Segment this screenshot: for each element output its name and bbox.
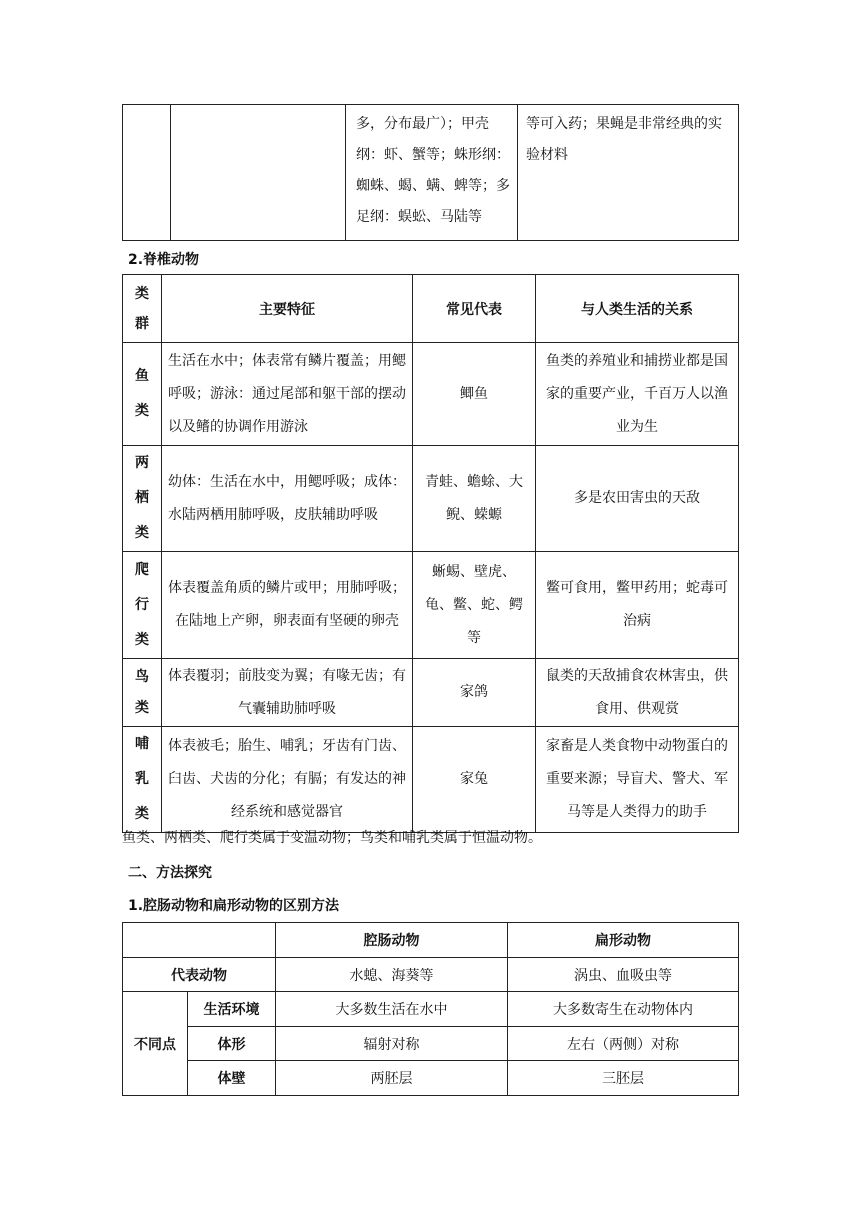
header-cell: 类群 [123, 275, 162, 343]
header-cell: 与人类生活的关系 [536, 275, 739, 343]
features-cell: 体表覆羽；前肢变为翼；有喙无齿；有气囊辅助肺呼吸 [162, 659, 413, 727]
relation-cell: 多是农田害虫的天敌 [536, 446, 739, 552]
invertebrate-table-continuation [122, 104, 739, 241]
section-heading-vertebrates: 2.脊椎动物 [128, 252, 200, 268]
rep-cell: 鲫鱼 [413, 343, 536, 446]
relation-cell: 鼠类的天敌捕食农林害虫，供食用、供观赏 [536, 659, 739, 727]
group-cell: 哺乳类 [123, 727, 162, 833]
table-row [123, 446, 739, 552]
table-cell [346, 105, 518, 241]
rep-cell: 青蛙、蟾蜍、大鲵、蝾螈 [413, 446, 536, 552]
table-cell: 辐射对称 [276, 1027, 508, 1061]
table-row [123, 992, 739, 1027]
features-cell: 幼体：生活在水中，用鳃呼吸；成体：水陆两栖用肺呼吸，皮肤辅助呼吸 [162, 446, 413, 552]
table-cell: 两胚层 [276, 1061, 508, 1096]
features-cell: 体表覆盖角质的鳞片或甲；用肺呼吸；在陆地上产卵，卵表面有坚硬的卵壳 [162, 552, 413, 659]
table-cell: 水螅、海葵等 [276, 958, 508, 992]
features-cell: 生活在水中；体表常有鳞片覆盖；用鳃呼吸；游泳：通过尾部和躯干部的摆动以及鳍的协调作用游泳 [162, 343, 413, 446]
row-label: 体形 [188, 1027, 276, 1061]
table-cell: 大多数生活在水中 [276, 992, 508, 1027]
subsection-heading-comparison: 1.腔肠动物和扁形动物的区别方法 [128, 898, 340, 914]
table-cell: 左右（两侧）对称 [508, 1027, 739, 1061]
features-cell: 体表被毛；胎生、哺乳；牙齿有门齿、臼齿、犬齿的分化；有膈；有发达的神经系统和感觉器官 [162, 727, 413, 833]
temperature-note: 鱼类、两栖类、爬行类属于变温动物；鸟类和哺乳类属于恒温动物。 [122, 830, 542, 846]
table-row [123, 343, 739, 446]
header-cell: 腔肠动物 [276, 923, 508, 958]
table-row [123, 958, 739, 992]
header-cell: 主要特征 [162, 275, 413, 343]
row-label: 体壁 [188, 1061, 276, 1096]
group-cell: 两栖类 [123, 446, 162, 552]
relation-text: 等可入药；果蝇是非常经典的实验材料 [526, 116, 722, 163]
representatives-text: 多，分布最广）；甲壳纲：虾、蟹等；蛛形纲：蜘蛛、蝎、螨、蜱等；多足纲：蜈蚣、马陆等 [356, 116, 510, 225]
table-header-row [123, 275, 739, 343]
table-header-row [123, 923, 739, 958]
row-label: 生活环境 [188, 992, 276, 1027]
comparison-table [122, 922, 739, 1096]
table-cell: 大多数寄生在动物体内 [508, 992, 739, 1027]
table-row [123, 659, 739, 727]
group-cell: 爬行类 [123, 552, 162, 659]
header-cell-empty [123, 923, 276, 958]
table-cell: 三胚层 [508, 1061, 739, 1096]
relation-cell: 家畜是人类食物中动物蛋白的重要来源；导盲犬、警犬、军马等是人类得力的助手 [536, 727, 739, 833]
table-cell [518, 105, 739, 241]
header-cell: 常见代表 [413, 275, 536, 343]
section-heading-methods: 二、方法探究 [128, 865, 212, 881]
rep-cell: 蜥蜴、壁虎、龟、鳖、蛇、鳄等 [413, 552, 536, 659]
table-cell: 涡虫、血吸虫等 [508, 958, 739, 992]
table-row [123, 727, 739, 833]
header-cell: 扁形动物 [508, 923, 739, 958]
rep-cell: 家兔 [413, 727, 536, 833]
table-cell [123, 105, 171, 241]
group-cell: 鱼类 [123, 343, 162, 446]
row-group-label: 不同点 [123, 992, 188, 1096]
relation-cell: 鱼类的养殖业和捕捞业都是国家的重要产业，千百万人以渔业为生 [536, 343, 739, 446]
vertebrates-table [122, 274, 739, 833]
group-cell: 鸟类 [123, 659, 162, 727]
table-row [123, 1027, 739, 1061]
table-row [123, 552, 739, 659]
rep-cell: 家鸽 [413, 659, 536, 727]
relation-cell: 鳖可食用，鳖甲药用；蛇毒可治病 [536, 552, 739, 659]
table-row [123, 1061, 739, 1096]
row-label: 代表动物 [123, 958, 276, 992]
table-cell [171, 105, 346, 241]
